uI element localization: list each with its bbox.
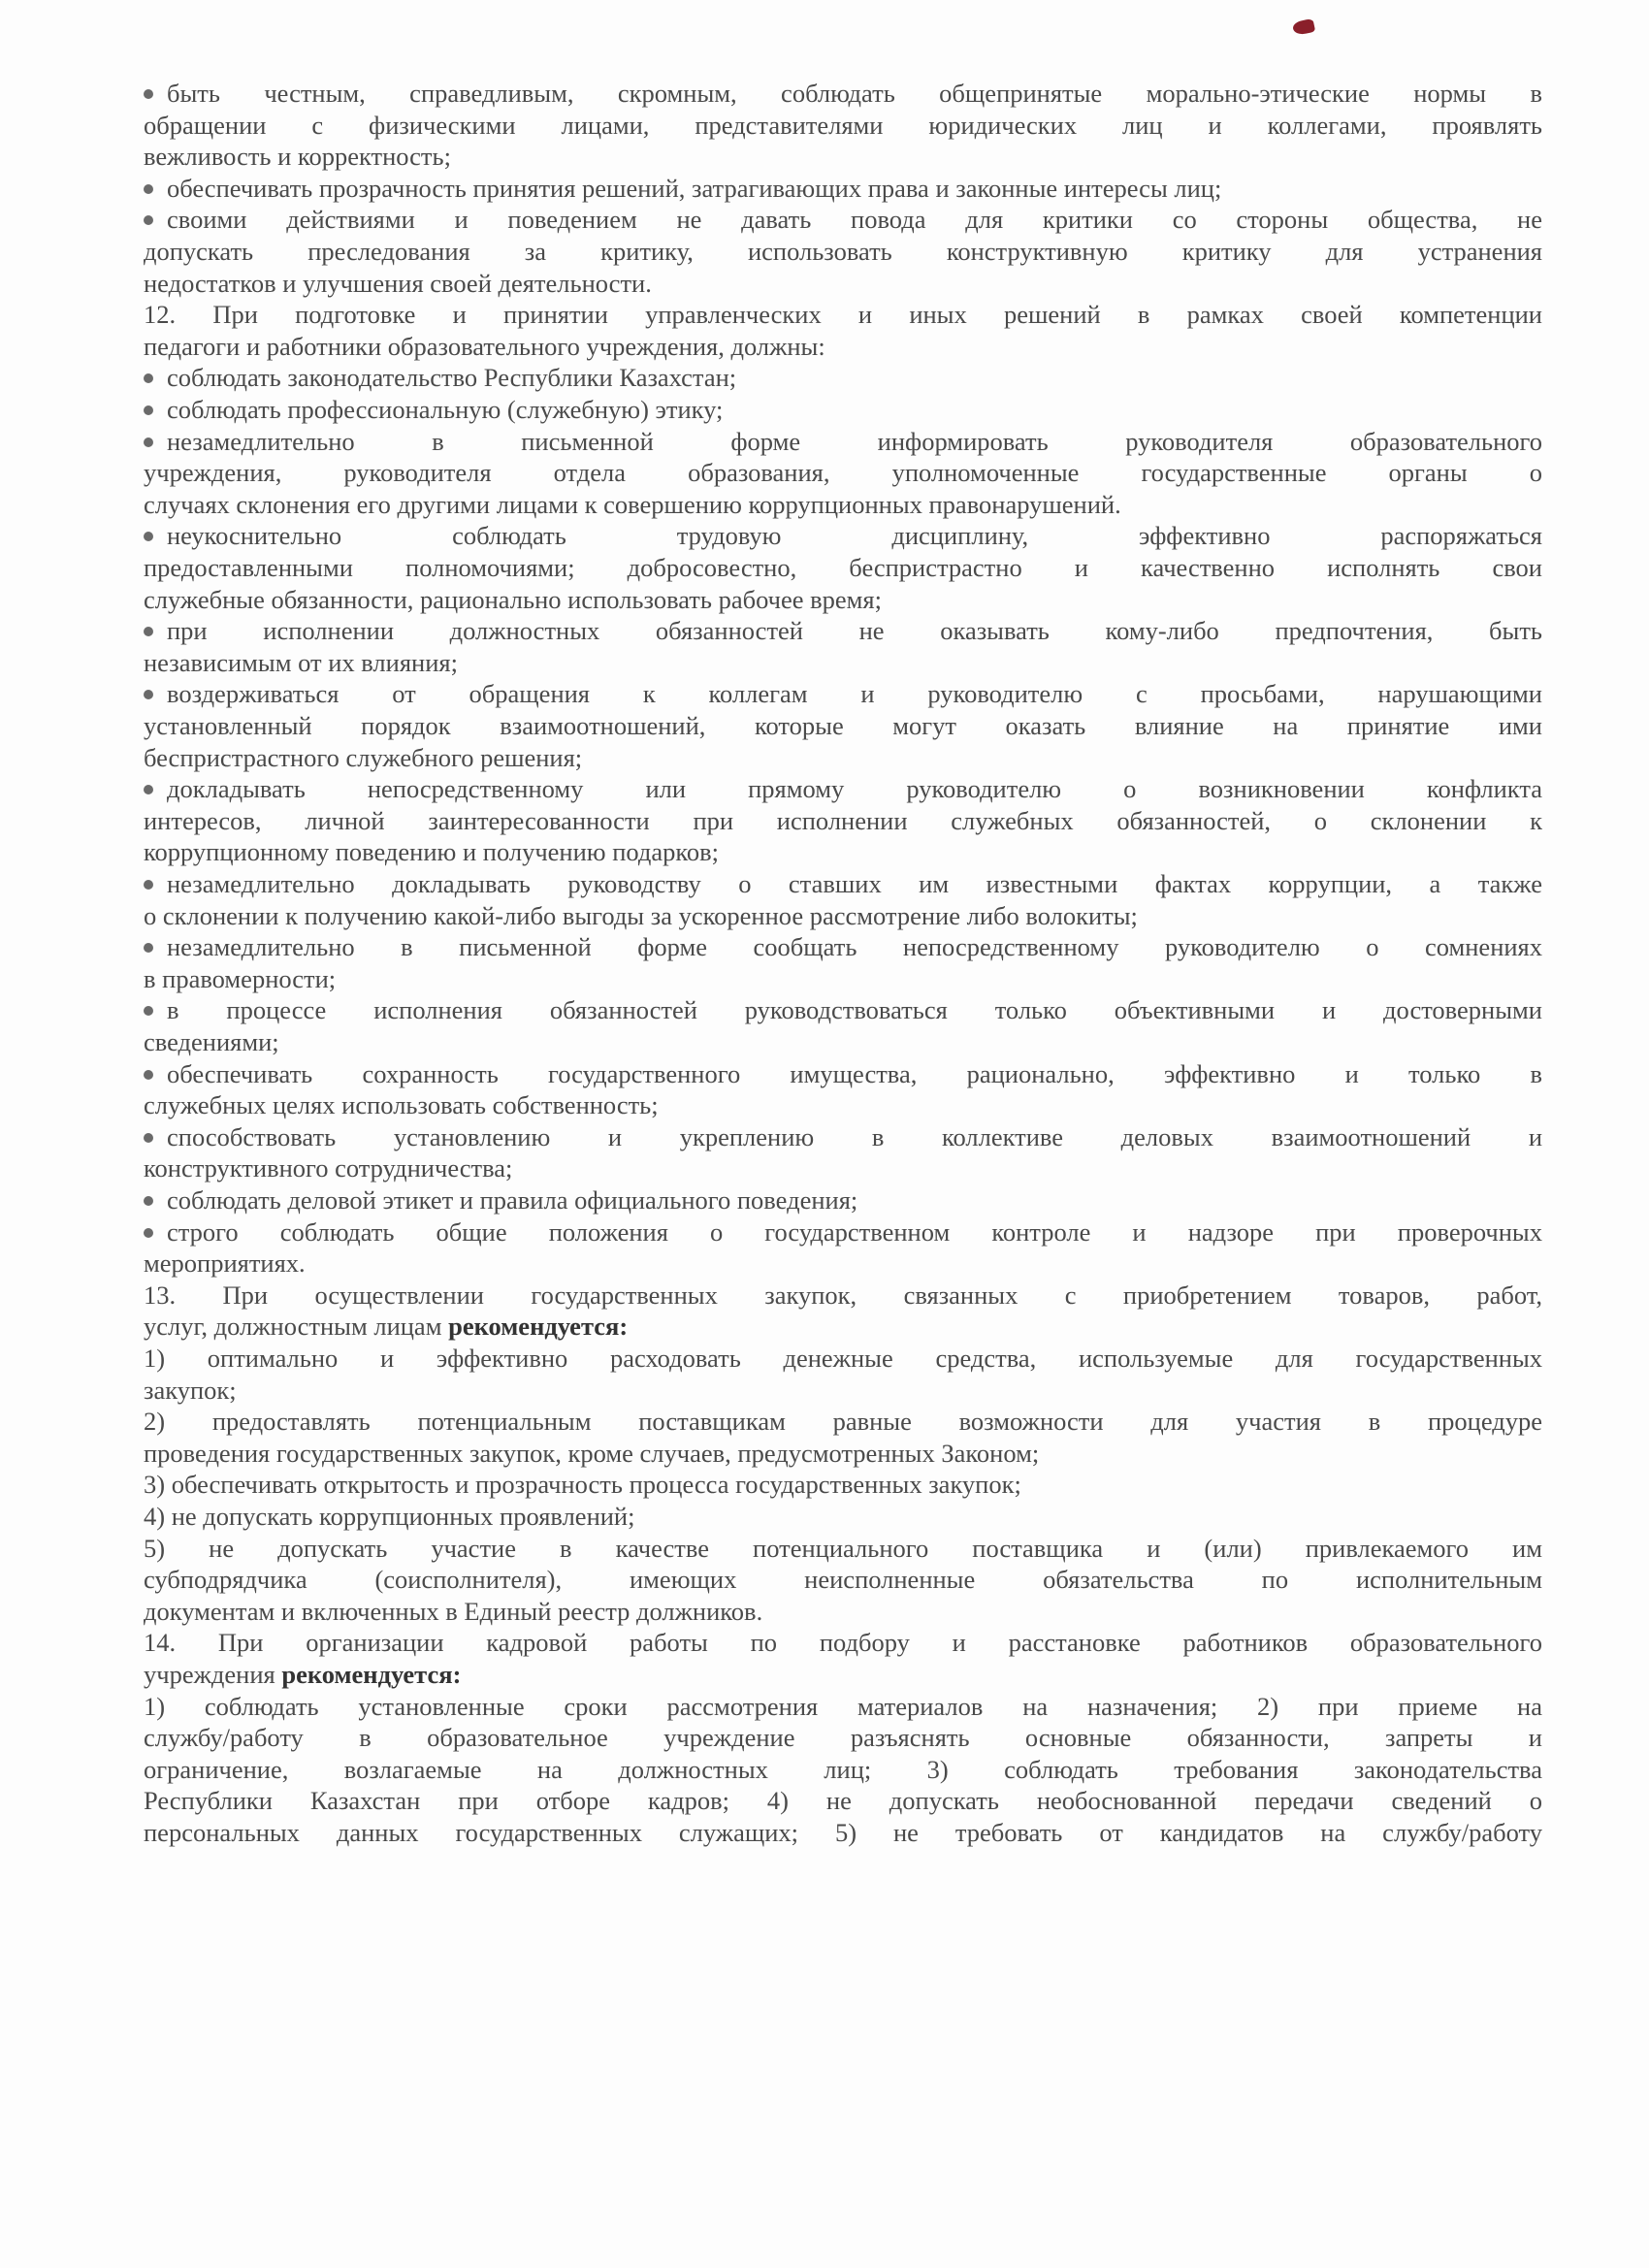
text-line xyxy=(144,584,1542,616)
line-text: 2) предоставлять потенциальным поставщикам равные возможности для участия в процедуре xyxy=(144,1407,1542,1437)
text-line xyxy=(144,1121,1542,1153)
bullet-item xyxy=(144,1216,1542,1280)
text-line xyxy=(144,1501,1542,1533)
text-line xyxy=(144,457,1542,489)
line-text: вежливость и корректность; xyxy=(144,142,451,172)
bullet-icon xyxy=(144,184,153,194)
bullet-item xyxy=(144,204,1542,299)
bullet-item xyxy=(144,1058,1542,1121)
line-text: педагоги и работники образовательного учреждения, должны: xyxy=(144,331,825,361)
text-line xyxy=(144,615,1542,647)
text-line xyxy=(144,742,1542,774)
line-text: служебные обязанности, рационально использовать рабочее время; xyxy=(144,584,882,614)
bullet-item xyxy=(144,931,1542,994)
text-line xyxy=(144,1596,1542,1628)
text-line xyxy=(144,552,1542,584)
line-text: услуг, должностным лицам xyxy=(144,1312,449,1342)
bullet-item xyxy=(144,362,1542,394)
bullet-icon xyxy=(144,1070,153,1080)
paragraph xyxy=(144,299,1542,362)
ink-mark xyxy=(1292,18,1315,36)
bullet-item xyxy=(144,773,1542,868)
bullet-item xyxy=(144,678,1542,773)
text-line xyxy=(144,141,1542,173)
text-line xyxy=(144,994,1542,1026)
line-text: о склонении к получению какой-либо выгоды за ускоренное рассмотрение либо волокиты; xyxy=(144,900,1138,930)
paragraph xyxy=(144,1627,1542,1690)
text-line xyxy=(144,1247,1542,1280)
line-text: 14. При организации кадровой работы по подбору и расстановке работников образовательного xyxy=(144,1628,1542,1658)
line-text: своими действиями и поведением не давать повода для критики со стороны общества, не xyxy=(167,205,1542,235)
line-text: установленный порядок взаимоотношений, которые могут оказать влияние на принятие ими xyxy=(144,710,1542,740)
line-text: обеспечивать сохранность государственного имущества, рационально, эффективно и только в xyxy=(167,1058,1542,1088)
line-text: независимым от их влияния; xyxy=(144,647,458,677)
paragraph xyxy=(144,1691,1542,1849)
text-line xyxy=(144,1627,1542,1659)
line-text: соблюдать деловой этикет и правила официального поведения; xyxy=(167,1185,858,1215)
line-text: документам и включенных в Единый реестр должников. xyxy=(144,1596,763,1626)
text-line xyxy=(144,1817,1542,1849)
line-text: 12. При подготовке и принятии управленческих и иных решений в рамках своей компетенции xyxy=(144,300,1542,330)
text-line xyxy=(144,1469,1542,1501)
text-line xyxy=(144,1311,1542,1343)
bullet-icon xyxy=(144,1196,153,1206)
paragraph xyxy=(144,1533,1542,1628)
text-line xyxy=(144,362,1542,394)
line-text: соблюдать законодательство Республики Казахстан; xyxy=(167,363,737,393)
text-line xyxy=(144,1438,1542,1470)
bullet-icon xyxy=(144,1228,153,1238)
bullet-icon xyxy=(144,89,153,99)
text-line xyxy=(144,1754,1542,1786)
line-text: 13. При осуществлении государственных закупок, связанных с приобретением товаров, работ, xyxy=(144,1280,1542,1310)
line-text: в процессе исполнения обязанностей руководствоваться только объективными и достоверными xyxy=(167,995,1542,1025)
text-line xyxy=(144,868,1542,900)
paragraph xyxy=(144,1406,1542,1469)
text-line xyxy=(144,1691,1542,1723)
line-text: мероприятиях. xyxy=(144,1248,306,1279)
bullet-icon xyxy=(144,880,153,890)
bullet-item xyxy=(144,615,1542,678)
text-line xyxy=(144,678,1542,710)
line-text: незамедлительно в письменной форме информировать руководителя образовательного xyxy=(167,426,1542,456)
line-text: 1) соблюдать установленные сроки рассмотрения материалов на назначения; 2) при приеме на xyxy=(144,1691,1542,1721)
line-text: Республики Казахстан при отборе кадров; 4) не допускать необоснованной передачи сведений о xyxy=(144,1786,1542,1816)
text-line xyxy=(144,1785,1542,1817)
line-text: сведениями; xyxy=(144,1026,279,1056)
text-line xyxy=(144,1533,1542,1565)
line-text: ограничение, возлагаемые на должностных лиц; 3) соблюдать требования законодательства xyxy=(144,1754,1542,1784)
line-text: воздерживаться от обращения к коллегам и руководителю с просьбами, нарушающими xyxy=(167,679,1542,709)
text-line xyxy=(144,773,1542,805)
bullet-icon xyxy=(144,373,153,383)
bullet-icon xyxy=(144,690,153,699)
line-text: субподрядчика (соисполнителя), имеющих неисполненные обязательства по исполнительным xyxy=(144,1565,1542,1595)
line-text: закупок; xyxy=(144,1375,237,1405)
text-line xyxy=(144,520,1542,552)
line-text: 5) не допускать участие в качестве потенциального поставщика и (или) привлекаемого им xyxy=(144,1533,1542,1563)
text-line xyxy=(144,299,1542,331)
text-line xyxy=(144,836,1542,868)
text-line xyxy=(144,647,1542,679)
bullet-item xyxy=(144,1184,1542,1216)
bullet-icon xyxy=(144,1133,153,1143)
text-line xyxy=(144,1375,1542,1407)
text-line xyxy=(144,1659,1542,1691)
bullet-icon xyxy=(144,785,153,794)
line-text: строго соблюдать общие положения о государственном контроле и надзоре при проверочных xyxy=(167,1216,1542,1247)
emphasis-text: рекомендуется: xyxy=(281,1659,462,1689)
text-line xyxy=(144,1406,1542,1438)
text-line xyxy=(144,1152,1542,1184)
bullet-item xyxy=(144,426,1542,521)
text-line xyxy=(144,426,1542,458)
text-line xyxy=(144,78,1542,110)
paragraph xyxy=(144,1280,1542,1343)
text-line xyxy=(144,331,1542,363)
line-text: учреждения xyxy=(144,1659,282,1689)
text-line xyxy=(144,805,1542,837)
line-text: в правомерности; xyxy=(144,963,337,993)
line-text: докладывать непосредственному или прямому руководителю о возникновении конфликта xyxy=(167,774,1542,804)
line-text: проведения государственных закупок, кроме случаев, предусмотренных Законом; xyxy=(144,1438,1040,1468)
text-line xyxy=(144,963,1542,995)
bullet-icon xyxy=(144,943,153,953)
line-text: служебных целях использовать собственность; xyxy=(144,1090,659,1120)
text-line xyxy=(144,1026,1542,1058)
text-line xyxy=(144,236,1542,268)
bullet-icon xyxy=(144,437,153,447)
line-text: незамедлительно в письменной форме сообщать непосредственному руководителю о сомнениях xyxy=(167,932,1542,962)
bullet-item xyxy=(144,520,1542,615)
line-text: незамедлительно докладывать руководству о ставших им известными фактах коррупции, а также xyxy=(167,869,1542,898)
line-text: конструктивного сотрудничества; xyxy=(144,1153,513,1183)
line-text: 1) оптимально и эффективно расходовать денежные средства, используемые для государственных xyxy=(144,1344,1542,1373)
bullet-item xyxy=(144,78,1542,173)
line-text: при исполнении должностных обязанностей не оказывать кому-либо предпочтения, быть xyxy=(167,616,1542,646)
line-text: беспристрастного служебного решения; xyxy=(144,742,583,772)
line-text: учреждения, руководителя отдела образования, уполномоченные государственные органы о xyxy=(144,458,1542,488)
text-line xyxy=(144,489,1542,521)
text-line xyxy=(144,110,1542,142)
paragraph xyxy=(144,1469,1542,1501)
text-line xyxy=(144,204,1542,236)
bullet-icon xyxy=(144,1006,153,1016)
line-text: способствовать установлению и укреплению в коллективе деловых взаимоотношений и xyxy=(167,1121,1542,1151)
bullet-item xyxy=(144,868,1542,931)
paragraph xyxy=(144,1501,1542,1533)
line-text: интересов, личной заинтересованности при исполнении служебных обязанностей, о склонении к xyxy=(144,805,1542,835)
text-line xyxy=(144,710,1542,742)
line-text: обеспечивать прозрачность принятия решений, затрагивающих права и законные интересы лиц; xyxy=(167,173,1222,203)
text-line xyxy=(144,900,1542,932)
line-text: недостатков и улучшения своей деятельности. xyxy=(144,268,652,298)
text-line xyxy=(144,1184,1542,1216)
line-text: 3) обеспечивать открытость и прозрачность процесса государственных закупок; xyxy=(144,1470,1021,1500)
line-text: 4) не допускать коррупционных проявлений; xyxy=(144,1502,635,1531)
line-text: неукоснительно соблюдать трудовую дисциплину, эффективно распоряжаться xyxy=(167,521,1542,551)
line-text: предоставленными полномочиями; добросовестно, беспристрастно и качественно исполнять свои xyxy=(144,552,1542,582)
line-text: допускать преследования за критику, использовать конструктивную критику для устранения xyxy=(144,236,1542,266)
text-line xyxy=(144,1343,1542,1375)
bullet-item xyxy=(144,994,1542,1057)
line-text: коррупционному поведению и получению подарков; xyxy=(144,837,720,867)
bullet-item xyxy=(144,1121,1542,1184)
text-line xyxy=(144,1089,1542,1121)
bullet-icon xyxy=(144,405,153,415)
line-text: обращении с физическими лицами, представителями юридических лиц и коллегами, проявлять xyxy=(144,110,1542,140)
text-line xyxy=(144,1058,1542,1090)
line-text: соблюдать профессиональную (служебную) этику; xyxy=(167,395,724,424)
line-text: быть честным, справедливым, скромным, соблюдать общепринятые морально-этические нормы в xyxy=(167,79,1542,108)
paragraph xyxy=(144,1343,1542,1406)
text-line xyxy=(144,931,1542,963)
text-line xyxy=(144,268,1542,300)
bullet-item xyxy=(144,394,1542,426)
line-text: службу/работу в образовательное учреждение разъяснять основные обязанности, запреты и xyxy=(144,1723,1542,1753)
bullet-icon xyxy=(144,215,153,225)
text-line xyxy=(144,1280,1542,1312)
line-text: случаях склонения его другими лицами к совершению коррупционных правонарушений. xyxy=(144,489,1121,519)
text-line xyxy=(144,173,1542,205)
bullet-item xyxy=(144,173,1542,205)
line-text: персональных данных государственных служащих; 5) не требовать от кандидатов на службу/работу xyxy=(144,1817,1542,1847)
text-line xyxy=(144,394,1542,426)
bullet-icon xyxy=(144,532,153,541)
text-line xyxy=(144,1564,1542,1596)
text-line xyxy=(144,1216,1542,1248)
emphasis-text: рекомендуется: xyxy=(448,1312,629,1342)
text-line xyxy=(144,1722,1542,1754)
bullet-icon xyxy=(144,627,153,636)
